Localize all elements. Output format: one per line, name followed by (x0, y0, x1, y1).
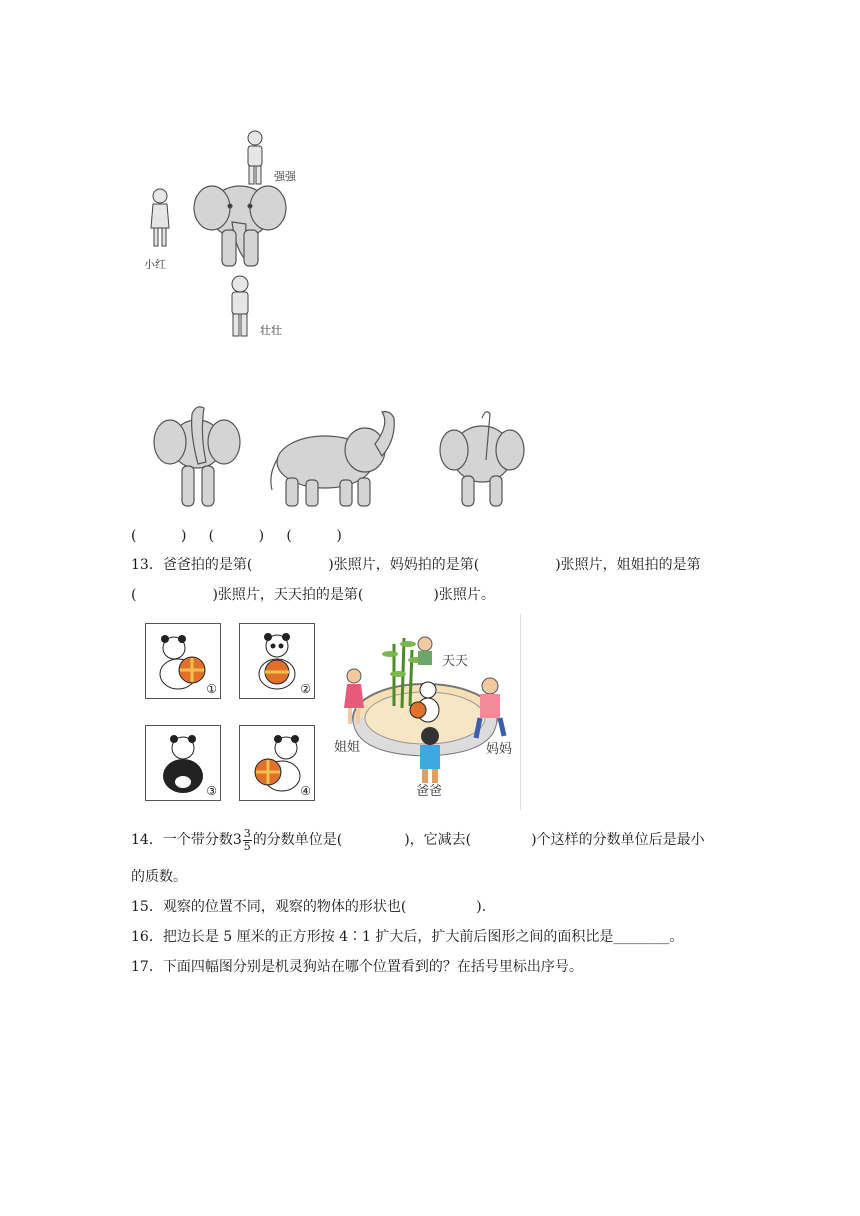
label-tiantian: 天天 (442, 654, 469, 669)
panda-panel-3 (145, 725, 221, 801)
panel-number: ① (206, 682, 217, 696)
elephant-views-illustration (150, 404, 530, 514)
q14-line2 (131, 867, 187, 887)
q15-line (131, 897, 486, 917)
panel-number: ③ (206, 784, 217, 798)
q13-text-2a: ( (131, 587, 137, 603)
q14-line1 (131, 826, 705, 854)
label-xiaohong: 小红 (144, 258, 166, 271)
mixed-number-whole: 3 (232, 832, 242, 848)
q13-line2 (131, 585, 495, 605)
panda-panel-2 (239, 623, 315, 699)
label-zhuangzhuang: 壮壮 (260, 324, 282, 337)
q14-prefix: 14．一个带分数 (131, 832, 233, 848)
answer-row-text: ( ) ( ) ( ) (131, 528, 342, 544)
elephant-front-view (154, 407, 240, 506)
mixed-number-fraction (243, 828, 252, 853)
panda-photo-scene (330, 614, 521, 810)
label-jiejie: 姐姐 (334, 740, 361, 755)
q14-text-b: )，它减去( (404, 832, 472, 848)
q17-line (131, 957, 583, 977)
q16-text: 16．把边长是 5 厘米的正方形按 4∶1 扩大后，扩大前后图形之间的面积比是________。 (131, 929, 684, 945)
panda-panel-4 (239, 725, 315, 801)
child-qiangqiang (248, 131, 262, 184)
panda-panel-1 (145, 623, 221, 699)
elephant-back-view (440, 412, 524, 506)
q15-text-b: ). (476, 899, 487, 915)
fraction-numerator: 3 (243, 826, 251, 840)
elephant-position-figure (140, 124, 310, 344)
q13-text-2c: )张照片。 (433, 587, 495, 603)
q14-text-a: 的分数单位是( (252, 832, 343, 848)
elephant (194, 186, 286, 266)
q14-text-c: )个这样的分数单位后是最小 (531, 832, 705, 848)
q17-text: 17．下面四幅图分别是机灵狗站在哪个位置看到的？在括号里标出序号。 (131, 959, 583, 975)
q13-line1 (131, 555, 701, 575)
label-baba: 爸爸 (416, 784, 443, 799)
elephant-side-view (271, 412, 394, 506)
q13-text-2b: )张照片，天天拍的是第( (212, 587, 364, 603)
label-qiangqiang: 强强 (274, 170, 296, 183)
panel-number: ② (300, 682, 311, 696)
q15-text-a: 15．观察的位置不同，观察的物体的形状也( (131, 899, 407, 915)
elephant-views-figure (150, 404, 530, 514)
elephant-children-illustration (140, 124, 310, 344)
q13-text-1c: )张照片，姐姐拍的是第 (555, 557, 701, 573)
q13-text-1b: )张照片，妈妈拍的是第( (328, 557, 480, 573)
elephant-views-answer-row (131, 526, 342, 546)
child-xiaohong (151, 189, 169, 246)
panel-number: ④ (300, 784, 311, 798)
fraction-denominator: 5 (243, 839, 251, 853)
label-mama: 妈妈 (486, 742, 513, 757)
q16-line (131, 927, 683, 947)
q13-text-1a: 13．爸爸拍的是第( (131, 557, 253, 573)
q14-line2-text: 的质数。 (131, 869, 187, 885)
child-zhuangzhuang (232, 276, 248, 336)
